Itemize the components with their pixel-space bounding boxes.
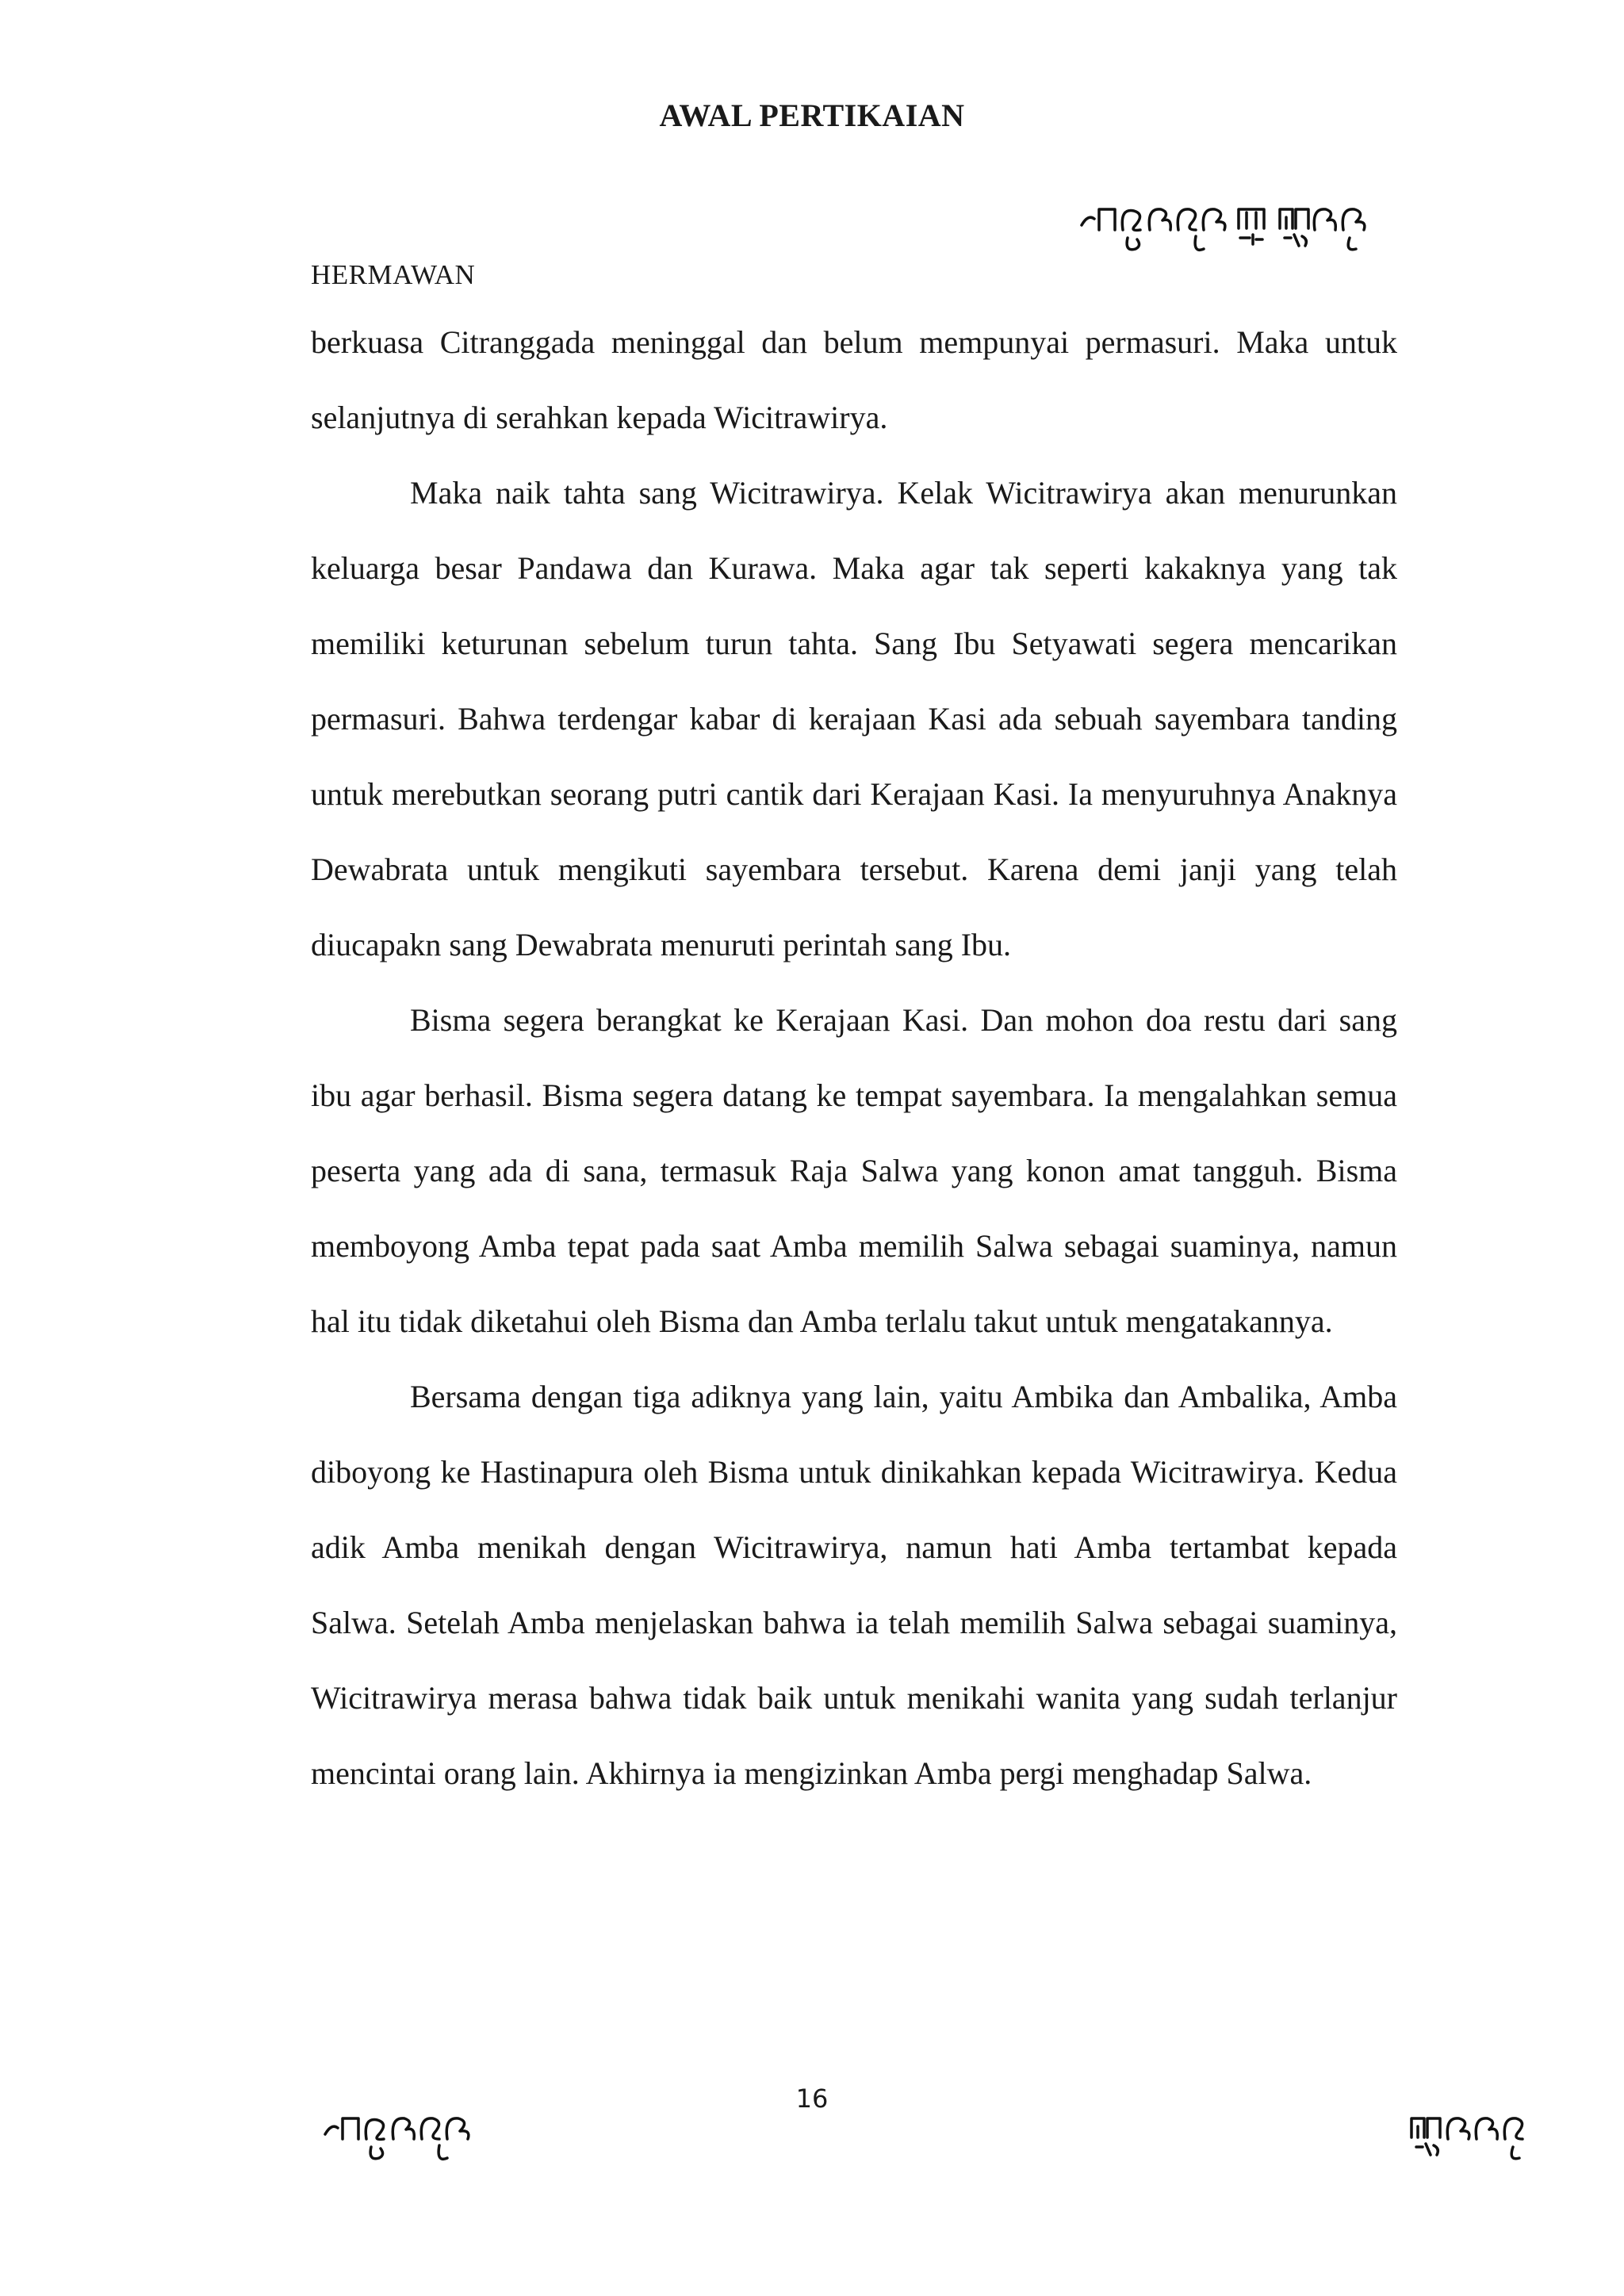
paragraph: Maka naik tahta sang Wicitrawirya. Kelak Wicitrawirya akan menurunkan keluarga besar Pandawa dan Kurawa. Maka agar tak seperti kakaknya yang tak memiliki keturunan sebelum turun tahta. Sang Ibu Setyawati segera mencarikan permasuri. Bahwa terdengar kabar di kerajaan Kasi ada sebuah sayembara tanding untuk merebutkan seorang putri cantik dari Kerajaan Kasi. Ia menyuruhnya Anaknya Dewabrata untuk mengikuti sayembara tersebut. Karena demi janji yang telah diucapakn sang Dewabrata menuruti perintah sang Ibu. (311, 475, 1397, 962)
javanese-script-ornament-icon (320, 2099, 495, 2171)
paragraph: berkuasa Citranggada meninggal dan belum mempunyai permasuri. Maka untuk selanjutnya di serahkan kepada Wicitrawirya. (311, 324, 1397, 435)
javanese-script-ornament-icon (1077, 190, 1410, 262)
author-name: HERMAWAN (311, 259, 476, 290)
page-number: 16 (795, 2084, 829, 2114)
paragraph: Bersama dengan tiga adiknya yang lain, yaitu Ambika dan Ambalika, Amba diboyong ke Hastinapura oleh Bisma untuk dinikahkan kepada Wicitrawirya. Kedua adik Amba menikah dengan Wicitrawirya, namun hati Amba tertambat kepada Salwa. Setelah Amba menjelaskan bahwa ia telah memilih Salwa sebagai suaminya, Wicitrawirya merasa bahwa tidak baik untuk menikahi wanita yang sudah terlanjur mencintai orang lain. Akhirnya ia mengizinkan Amba pergi menghadap Salwa. (311, 1379, 1397, 1791)
paragraph: Bisma segera berangkat ke Kerajaan Kasi. Dan mohon doa restu dari sang ibu agar berhasil. Bisma segera datang ke tempat sayembara. Ia mengalahkan semua peserta yang ada di sana, termasuk Raja Salwa yang konon amat tangguh. Bisma memboyong Amba tepat pada saat Amba memilih Salwa sebagai suaminya, namun hal itu tidak diketahui oleh Bisma dan Amba terlalu takut untuk mengatakannya. (311, 1002, 1397, 1339)
javanese-script-ornament-icon (1404, 2099, 1562, 2171)
page-title: AWAL PERTIKAIAN (659, 98, 965, 133)
body-text (311, 304, 1397, 1811)
